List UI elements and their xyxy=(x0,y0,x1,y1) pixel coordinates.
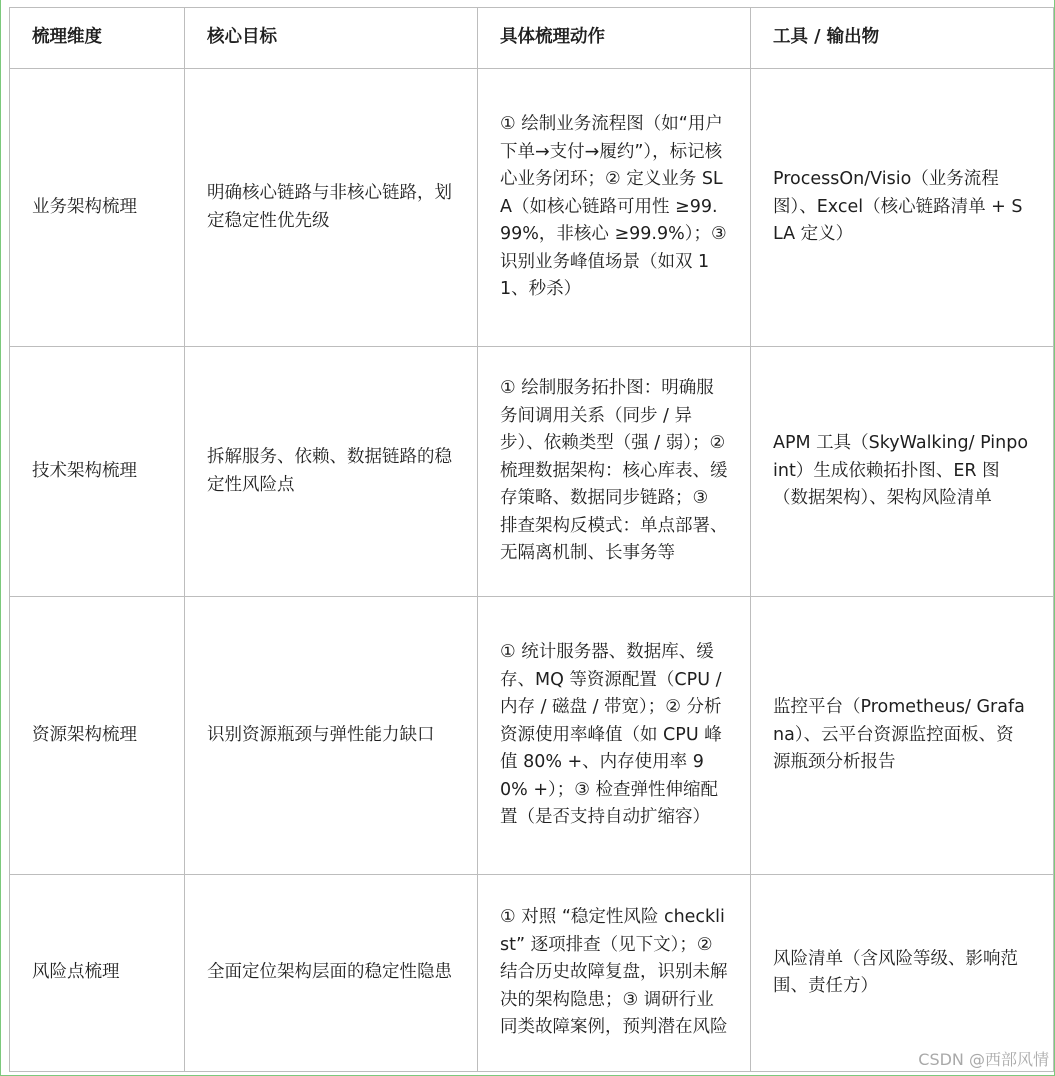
cell-goal: 全面定位架构层面的稳定性隐患 xyxy=(185,875,478,1072)
cell-dimension: 业务架构梳理 xyxy=(10,69,185,347)
cell-dimension: 资源架构梳理 xyxy=(10,597,185,875)
cell-goal: 识别资源瓶颈与弹性能力缺口 xyxy=(185,597,478,875)
cell-tools: APM 工具（SkyWalking/ Pinpoint）生成依赖拓扑图、ER 图（数据架构）、架构风险清单 xyxy=(751,347,1054,597)
cell-goal: 拆解服务、依赖、数据链路的稳定性风险点 xyxy=(185,347,478,597)
cell-actions: ① 统计服务器、数据库、缓存、MQ 等资源配置（CPU / 内存 / 磁盘 / 带宽）；② 分析资源使用率峰值（如 CPU 峰值 80% +、内存使用率 90% +）；③ 检查弹性伸缩配置（是否支持自动扩缩容） xyxy=(478,597,751,875)
table-row xyxy=(10,347,1054,597)
table-row xyxy=(10,69,1054,347)
header-actions: 具体梳理动作 xyxy=(478,8,751,69)
stability-review-table xyxy=(9,7,1054,1072)
cell-actions: ① 绘制服务拓扑图：明确服务间调用关系（同步 / 异步）、依赖类型（强 / 弱）；② 梳理数据架构：核心库表、缓存策略、数据同步链路；③ 排查架构反模式：单点部署、无隔离机制、长事务等 xyxy=(478,347,751,597)
cell-tools: 监控平台（Prometheus/ Grafana）、云平台资源监控面板、资源瓶颈分析报告 xyxy=(751,597,1054,875)
header-dimension: 梳理维度 xyxy=(10,8,185,69)
cell-goal: 明确核心链路与非核心链路，划定稳定性优先级 xyxy=(185,69,478,347)
cell-tools: 风险清单（含风险等级、影响范围、责任方） xyxy=(751,875,1054,1072)
header-goal: 核心目标 xyxy=(185,8,478,69)
cell-dimension: 风险点梳理 xyxy=(10,875,185,1072)
table-header-row xyxy=(10,8,1054,69)
cell-actions: ① 绘制业务流程图（如“用户下单→支付→履约”），标记核心业务闭环；② 定义业务 SLA（如核心链路可用性 ≥99.99%，非核心 ≥99.9%）；③ 识别业务峰值场景（如双 11、秒杀） xyxy=(478,69,751,347)
watermark: CSDN @西部风情 xyxy=(918,1050,1049,1069)
table-row xyxy=(10,875,1054,1072)
cell-tools: ProcessOn/Visio（业务流程图）、Excel（核心链路清单 + SLA 定义） xyxy=(751,69,1054,347)
header-tools: 工具 / 输出物 xyxy=(751,8,1054,69)
cell-dimension: 技术架构梳理 xyxy=(10,347,185,597)
table-row xyxy=(10,597,1054,875)
cell-actions: ① 对照 “稳定性风险 checklist” 逐项排查（见下文）；② 结合历史故障复盘，识别未解决的架构隐患；③ 调研行业同类故障案例，预判潜在风险 xyxy=(478,875,751,1072)
